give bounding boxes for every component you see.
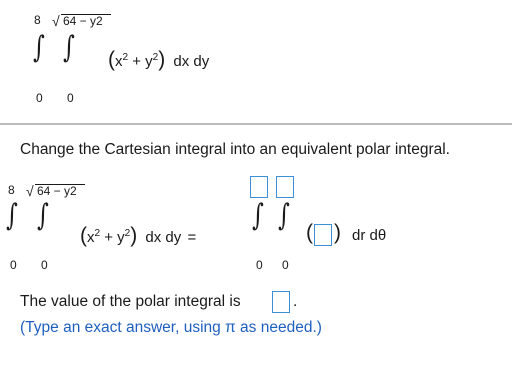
polar-outer-integral-sign: ∫ [252, 198, 264, 233]
inner-integral-sign: ∫ [37, 198, 49, 233]
inner-upper-limit: 64 − y2 [37, 184, 77, 198]
x-exponent: 2 [122, 52, 129, 63]
radical-sign: √ [52, 13, 60, 29]
polar-inner-upper-limit-input[interactable] [276, 176, 294, 198]
open-paren: ( [80, 224, 87, 247]
inner-upper-limit: 64 − y2 [63, 14, 103, 28]
instruction-text: Change the Cartesian integral into an equivalent polar integral. [20, 141, 450, 158]
polar-inner-integral-sign: ∫ [278, 198, 290, 233]
integrand [80, 224, 196, 248]
differentials: dx dy [173, 53, 210, 70]
value-text: The value of the polar integral is [20, 293, 241, 310]
outer-upper-limit: 8 [8, 183, 15, 197]
section-divider [0, 123, 512, 125]
polar-open-paren: ( [306, 221, 313, 244]
plus-sign: + [132, 53, 141, 70]
radical-sign: √ [26, 183, 34, 199]
hint-text: (Type an exact answer, using π as needed.) [20, 319, 322, 336]
open-paren: ( [108, 48, 115, 71]
polar-inner-lower-limit: 0 [282, 258, 289, 272]
polar-close-paren: ) [334, 221, 341, 244]
polar-integrand-input[interactable] [314, 224, 332, 246]
integrand [108, 48, 209, 72]
polar-outer-upper-limit-input[interactable] [250, 176, 268, 198]
polar-differentials: dr dθ [352, 227, 387, 244]
inner-integral-sign: ∫ [63, 30, 75, 65]
outer-integral-sign: ∫ [33, 30, 45, 65]
plus-sign: + [104, 229, 113, 246]
x-variable: x [115, 53, 123, 70]
differentials: dx dy [145, 229, 182, 246]
equals-sign: = [187, 229, 197, 246]
polar-value-input[interactable] [272, 291, 290, 313]
value-line [20, 293, 241, 311]
y-exponent: 2 [152, 52, 159, 63]
inner-lower-limit: 0 [41, 258, 48, 272]
inner-lower-limit: 0 [67, 91, 74, 105]
y-exponent: 2 [124, 228, 131, 239]
x-exponent: 2 [94, 228, 101, 239]
outer-integral-sign: ∫ [6, 198, 18, 233]
y-variable: y [145, 53, 153, 70]
outer-lower-limit: 0 [10, 258, 17, 272]
close-paren: ) [130, 224, 138, 247]
x-variable: x [87, 229, 95, 246]
close-paren: ) [158, 48, 166, 71]
outer-upper-limit: 8 [34, 13, 41, 27]
y-variable: y [117, 229, 125, 246]
polar-outer-lower-limit: 0 [256, 258, 263, 272]
outer-lower-limit: 0 [36, 91, 43, 105]
value-period: . [293, 293, 298, 310]
